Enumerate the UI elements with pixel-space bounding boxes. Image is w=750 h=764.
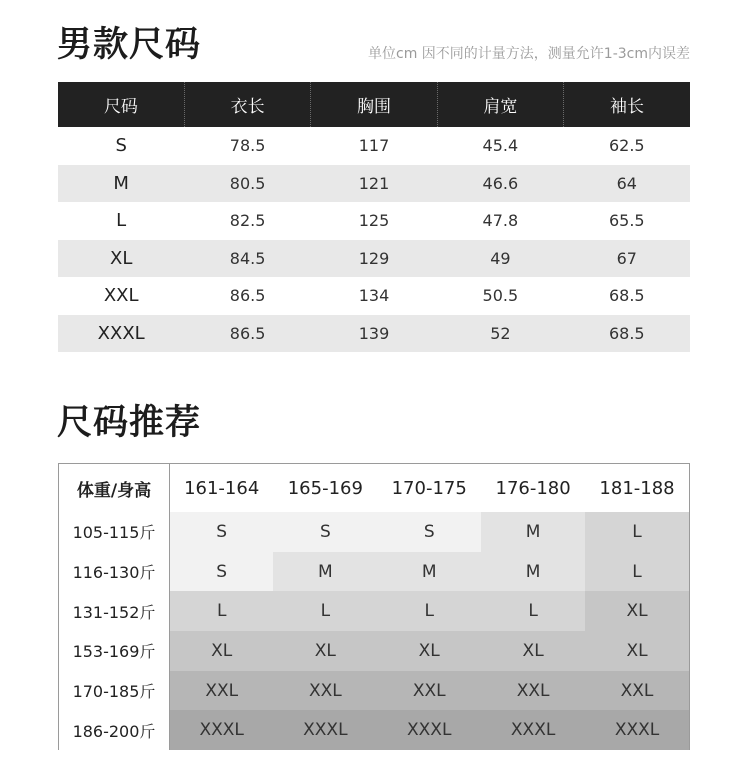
size-recommendation-cell: L	[585, 512, 689, 552]
recommendation-title: 尺码推荐	[57, 403, 202, 443]
sleeve-cell: 64	[564, 165, 690, 203]
size-recommendation-cell: XXXL	[481, 710, 585, 750]
size-recommendation-cell: XXL	[585, 671, 689, 711]
table-row	[58, 240, 690, 278]
shoulder-cell: 46.6	[437, 165, 563, 203]
sleeve-cell: 62.5	[608, 136, 645, 156]
shoulder-cell: 50.5	[482, 286, 519, 306]
size-cell: XXL	[103, 285, 139, 307]
size-recommendation-cell: XL	[273, 631, 377, 671]
size-chart-table	[58, 82, 690, 352]
weight-range: 186-200斤	[59, 710, 170, 750]
size-recommendation-cell: S	[170, 512, 274, 552]
length-cell: 84.5	[184, 240, 310, 278]
chest-cell: 121	[311, 165, 437, 203]
size-recommendation-cell: XXXL	[273, 710, 377, 750]
size-recommendation-cell: XL	[170, 631, 274, 671]
size-recommendation-cell: XXL	[481, 671, 585, 711]
table-row	[59, 710, 689, 750]
size-recommendation-cell: M	[481, 552, 585, 592]
table-row	[58, 127, 690, 165]
weight-range: 131-152斤	[59, 591, 170, 631]
table-row	[58, 315, 690, 353]
chest-cell: 117	[358, 136, 390, 156]
table-row	[59, 552, 689, 592]
size-recommendation-cell: L	[170, 591, 274, 631]
shoulder-cell: 52	[437, 315, 563, 353]
length-cell: 86.5	[184, 315, 310, 353]
size-recommendation-cell: XXL	[273, 671, 377, 711]
size-recommendation-cell: XXXL	[585, 710, 689, 750]
size-recommendation-cell: XXXL	[377, 710, 481, 750]
header-shoulder: 肩宽	[437, 82, 563, 127]
size-recommendation-cell: XXL	[170, 671, 274, 711]
size-cell: XL	[58, 240, 184, 278]
size-recommendation-cell: M	[273, 552, 377, 592]
measurement-note: 单位cm 因不同的计量方法，测量允许1-3cm内误差	[368, 46, 690, 62]
weight-height-label: 体重/身高	[59, 464, 170, 512]
sleeve-cell: 67	[564, 240, 690, 278]
size-recommendation-cell: XL	[585, 631, 689, 671]
length-cell: 80.5	[184, 165, 310, 203]
size-recommendation-cell: XXL	[377, 671, 481, 711]
chest-cell: 129	[311, 240, 437, 278]
shoulder-cell: 47.8	[482, 211, 519, 231]
height-range-header: 181-188	[585, 464, 689, 512]
size-recommendation-cell: XL	[585, 591, 689, 631]
recommendation-header-row	[59, 464, 689, 512]
size-recommendation-cell: XL	[377, 631, 481, 671]
size-cell: L	[116, 210, 127, 232]
height-range-header: 176-180	[481, 464, 585, 512]
size-recommendation-cell: L	[377, 591, 481, 631]
recommendation-table-frame	[58, 463, 690, 750]
size-recommendation-cell: L	[273, 591, 377, 631]
shoulder-cell: 45.4	[482, 136, 519, 156]
size-recommendation-cell: M	[481, 512, 585, 552]
size-recommendation-cell: XL	[481, 631, 585, 671]
size-chart-header-row	[58, 82, 690, 127]
height-range-header: 165-169	[273, 464, 377, 512]
header-sleeve: 袖长	[564, 82, 690, 127]
size-cell: S	[115, 135, 127, 157]
shoulder-cell: 49	[437, 240, 563, 278]
table-row	[58, 202, 690, 240]
length-cell: 82.5	[229, 211, 266, 231]
height-range-header: 161-164	[170, 464, 274, 512]
length-cell: 78.5	[229, 136, 266, 156]
size-recommendation-cell: S	[170, 552, 274, 592]
weight-range: 170-185斤	[59, 671, 170, 711]
size-recommendation-cell: S	[377, 512, 481, 552]
size-recommendation-cell: XXXL	[170, 710, 274, 750]
length-cell: 86.5	[229, 286, 266, 306]
table-row	[59, 671, 689, 711]
weight-range: 153-169斤	[59, 631, 170, 671]
table-row	[59, 631, 689, 671]
sleeve-cell: 68.5	[608, 286, 645, 306]
sleeve-cell: 68.5	[564, 315, 690, 353]
header-length: 衣长	[184, 82, 310, 127]
recommendation-table	[59, 464, 689, 750]
table-row	[58, 165, 690, 203]
height-range-header: 170-175	[377, 464, 481, 512]
weight-range: 105-115斤	[59, 512, 170, 552]
size-recommendation-cell: M	[377, 552, 481, 592]
table-row	[59, 591, 689, 631]
sleeve-cell: 65.5	[608, 211, 645, 231]
size-recommendation-cell: L	[585, 552, 689, 592]
chest-cell: 139	[311, 315, 437, 353]
table-row	[58, 277, 690, 315]
header-chest: 胸围	[311, 82, 437, 127]
size-chart-title: 男款尺码	[57, 25, 202, 65]
size-recommendation-cell: L	[481, 591, 585, 631]
header-size: 尺码	[58, 82, 184, 127]
chest-cell: 125	[358, 211, 390, 231]
weight-range: 116-130斤	[59, 552, 170, 592]
size-cell: XXXL	[58, 315, 184, 353]
size-cell: M	[58, 165, 184, 203]
table-row	[59, 512, 689, 552]
size-recommendation-cell: S	[273, 512, 377, 552]
chest-cell: 134	[358, 286, 390, 306]
